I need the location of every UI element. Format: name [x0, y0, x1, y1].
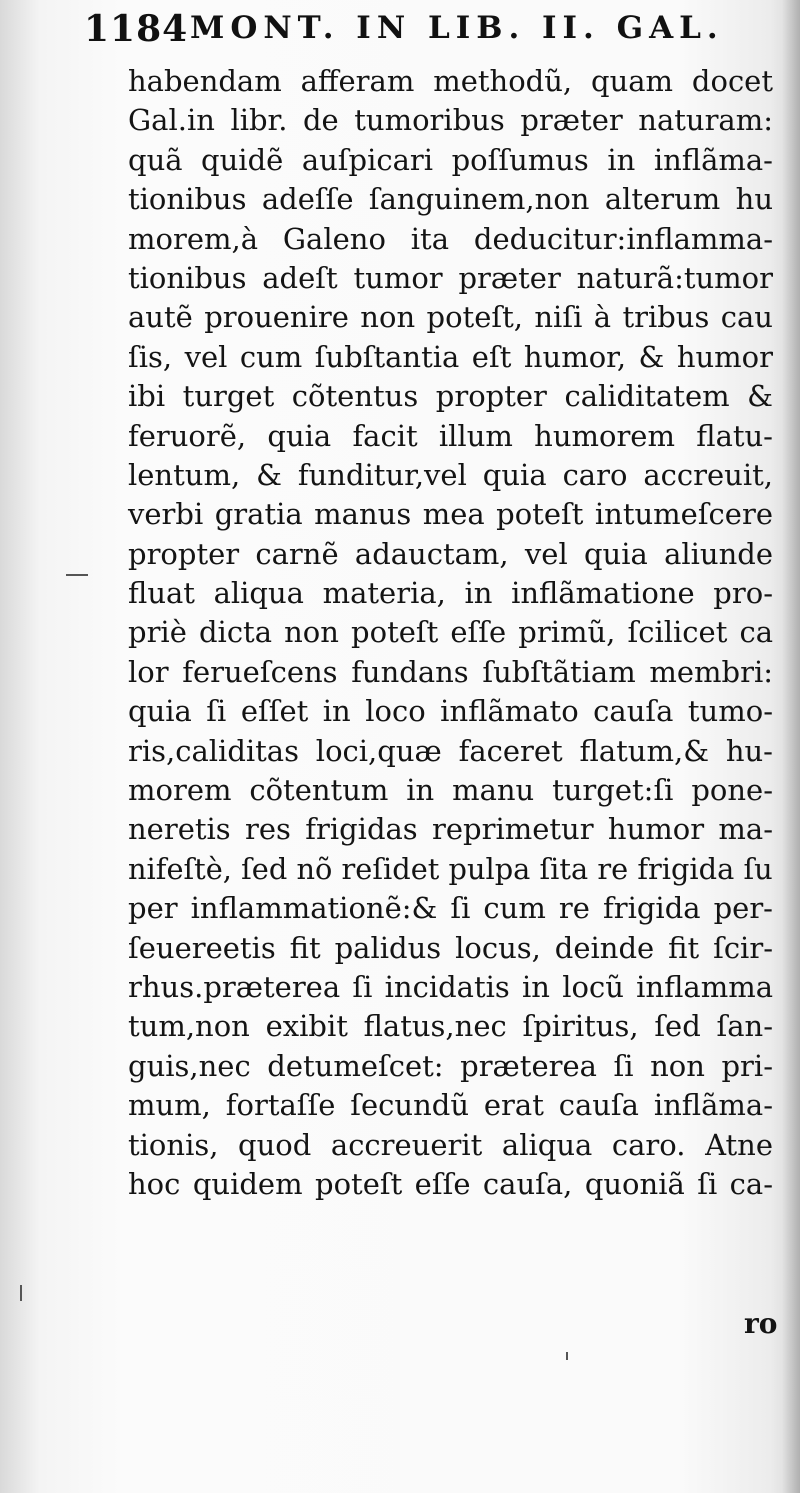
text-line: fluat aliqua materia, in inflãmatione pro- [128, 576, 773, 611]
text-line: habendam afferam methodũ, quam docet [128, 64, 773, 98]
text-line: autẽ prouenire non poteſt, niſi à tribus cau [128, 300, 773, 335]
text-line: Gal.in libr. de tumoribus præter naturam: [128, 103, 773, 138]
text-line: lor ferueſcens fundans ſubſtãtiam membri: [128, 654, 773, 689]
text-line: nifeſtè, ſed nõ reſidet pulpa ſita re frigida ſu [128, 851, 773, 886]
text-line: ris,caliditas loci,quæ faceret flatum,& hu- [128, 733, 773, 768]
text-line: hoc quidem poteſt eſſe cauſa, quoniã ſi ca- [128, 1166, 773, 1201]
body-text [128, 62, 773, 1204]
text-line: quia ſi eſſet in loco inflãmato cauſa tumo- [128, 694, 773, 729]
page-edge-shadow [782, 0, 800, 1493]
text-line: propter carnẽ adauctam, vel quia aliunde [128, 536, 773, 571]
text-line: ſis, vel cum ſubſtantia eſt humor, & humor [128, 339, 773, 374]
page-number: 1184 [84, 8, 189, 50]
text-line: verbi gratia manus mea poteſt intumeſcere [128, 497, 773, 532]
text-line: tum,non exibit flatus,nec ſpiritus, ſed ſan- [128, 1009, 773, 1044]
text-line: priè dicta non poteſt eſſe primũ, ſcilicet ca [128, 615, 773, 650]
text-line: tionibus adeſt tumor præter naturã:tumor [128, 260, 773, 295]
text-line: neretis res frigidas reprimetur humor ma- [128, 812, 773, 847]
text-line: tionis, quod accreuerit aliqua caro. Atne [128, 1127, 773, 1162]
text-line: quã quidẽ auſpicari poſſumus in inflãma- [128, 142, 773, 177]
text-line: mum, fortaſſe ſecundũ erat cauſa inflãma- [128, 1088, 773, 1123]
text-line: ibi turget cõtentus propter caliditatem & [128, 379, 773, 414]
margin-mark [20, 1285, 22, 1301]
text-line: feruorẽ, quia facit illum humorem flatu- [128, 418, 773, 453]
running-title: MONT. IN LIB. II. GAL. [190, 10, 724, 46]
text-line: ſeuereetis fit palidus locus, deinde fit ſcir- [128, 930, 773, 965]
text-line: per inflammationẽ:& ſi cum re frigida per- [128, 891, 773, 926]
text-line: rhus.præterea ſi incidatis in locũ inflamma [128, 969, 773, 1004]
text-line: tionibus adeſſe ſanguinem,non alterum hu [128, 182, 773, 217]
margin-mark [66, 574, 88, 576]
text-line: lentum, & funditur,vel quia caro accreuit, [128, 457, 773, 492]
text-line: guis,nec detumeſcet: præterea ſi non pri- [128, 1048, 773, 1083]
text-line: morem cõtentum in manu turget:ſi pone- [128, 773, 773, 808]
catchword: ro [744, 1307, 778, 1340]
running-head [84, 8, 724, 56]
text-line: morem,à Galeno ita deducitur:inflamma- [128, 221, 773, 256]
margin-mark [566, 1352, 568, 1360]
